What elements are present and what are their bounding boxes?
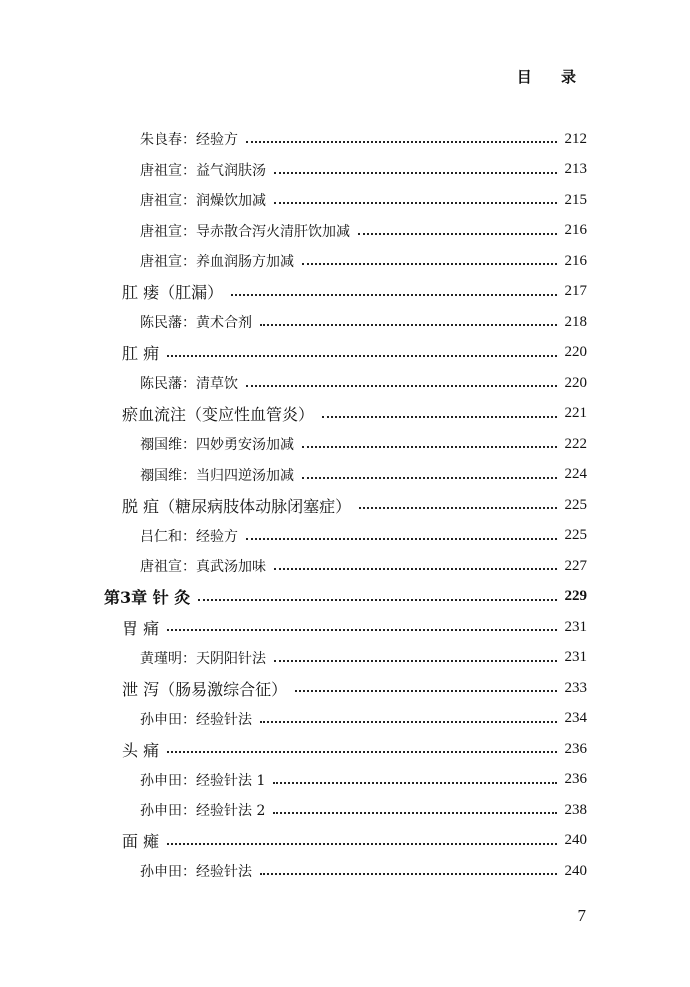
toc-entry-label: 瘀血流注（变应性血管炎） xyxy=(122,405,315,424)
toc-entry-page: 216 xyxy=(564,252,587,269)
page-number: 7 xyxy=(577,906,586,925)
toc-entry-page: 240 xyxy=(564,862,587,879)
dot-leader xyxy=(246,538,557,540)
toc-entry[interactable] xyxy=(140,521,587,551)
dot-leader xyxy=(274,568,557,570)
dot-leader xyxy=(260,721,557,723)
toc-entry-page: 229 xyxy=(564,588,587,604)
toc-entry-label: 陈民藩：黄术合剂 xyxy=(140,315,252,331)
toc-entry-label: 唐祖宣：养血润肠方加减 xyxy=(140,254,294,270)
toc-chapter-entry[interactable] xyxy=(104,582,587,612)
toc-entry-page: 222 xyxy=(564,435,587,452)
dot-leader xyxy=(302,477,557,479)
toc-entry-label: 肛 瘘（肛漏） xyxy=(122,283,224,302)
toc-entry-label: 陈民藩：清草饮 xyxy=(140,376,238,392)
toc-entry-label: 第3章 针 灸 xyxy=(104,588,191,607)
toc-entry[interactable] xyxy=(140,155,587,185)
toc-entry-label: 孙申田：经验针法 xyxy=(140,711,252,728)
toc-entry-label: 胃 痛 xyxy=(122,618,160,638)
toc-entry[interactable] xyxy=(122,673,587,703)
dot-leader xyxy=(273,812,556,814)
toc-entry[interactable] xyxy=(122,490,587,520)
dot-leader xyxy=(231,294,556,296)
toc-entry[interactable] xyxy=(140,795,587,825)
toc-entry-page: 225 xyxy=(564,496,587,513)
toc-entry[interactable] xyxy=(140,185,587,215)
toc-entry-page: 227 xyxy=(564,557,587,574)
toc-entry-page: 218 xyxy=(564,313,587,330)
toc-entry-label: 吕仁和：经验方 xyxy=(140,528,238,545)
toc-entry-page: 225 xyxy=(564,527,587,543)
dot-leader xyxy=(295,690,556,692)
toc-entry-label: 唐祖宣：益气润肤汤 xyxy=(140,162,266,179)
toc-entry[interactable] xyxy=(140,460,587,490)
dot-leader xyxy=(167,751,556,753)
toc-entry-page: 224 xyxy=(564,466,587,482)
toc-entry[interactable] xyxy=(122,338,587,368)
toc-entry-page: 215 xyxy=(564,191,587,208)
toc-entry[interactable] xyxy=(122,612,587,642)
toc-entry-page: 221 xyxy=(564,405,587,421)
toc-entry-label: 头 痛 xyxy=(122,740,160,760)
toc-entry[interactable] xyxy=(122,826,587,856)
dot-leader xyxy=(246,385,557,387)
toc-entry[interactable] xyxy=(140,704,587,734)
toc-entry-label: 唐祖宣：导赤散合泻火清肝饮加减 xyxy=(140,223,350,240)
toc-entry[interactable] xyxy=(140,643,587,673)
toc-entry-label: 脱 疽（糖尿病肢体动脉闭塞症） xyxy=(122,496,352,516)
dot-leader xyxy=(198,599,556,601)
dot-leader xyxy=(246,141,557,143)
dot-leader xyxy=(274,172,557,174)
toc-entry[interactable] xyxy=(122,277,587,307)
dot-leader xyxy=(302,263,557,265)
toc-entry-label: 孙申田：经验针法 1 xyxy=(140,772,266,789)
running-header-title: 目 录 xyxy=(516,68,588,86)
dot-leader xyxy=(358,233,557,235)
toc-entry-page: 217 xyxy=(564,283,587,299)
toc-entry-page: 236 xyxy=(564,771,587,787)
dot-leader xyxy=(167,843,556,845)
dot-leader xyxy=(167,629,556,631)
toc-entry-label: 禤国维：四妙勇安汤加减 xyxy=(140,437,294,453)
toc-entry[interactable] xyxy=(140,368,587,398)
toc-entry-page: 216 xyxy=(564,222,587,238)
toc-entry-page: 212 xyxy=(564,130,587,147)
dot-leader xyxy=(302,446,557,448)
toc-entry[interactable] xyxy=(140,551,587,581)
toc-entry-label: 朱良春：经验方 xyxy=(140,132,238,148)
toc-entry-label: 泄 泻（肠易激综合征） xyxy=(122,679,288,699)
toc-entry-label: 面 瘫 xyxy=(122,832,160,851)
toc-entry-page: 238 xyxy=(564,801,587,818)
dot-leader xyxy=(167,355,556,357)
toc-entry-page: 231 xyxy=(564,649,587,665)
toc-entry-label: 肛 痈 xyxy=(122,344,160,363)
dot-leader xyxy=(260,873,557,875)
dot-leader xyxy=(274,202,557,204)
toc-entry-page: 240 xyxy=(564,832,587,848)
toc-entry[interactable] xyxy=(140,246,587,276)
toc-entry[interactable] xyxy=(140,856,587,886)
toc-entry[interactable] xyxy=(140,307,587,337)
toc-entry-label: 黄瑾明：天阴阳针法 xyxy=(140,650,266,667)
toc-entry[interactable] xyxy=(140,765,587,795)
toc-entry-page: 213 xyxy=(564,161,587,177)
toc-entry-label: 唐祖宣：润燥饮加减 xyxy=(140,193,266,209)
toc-entry[interactable] xyxy=(140,216,587,246)
toc-entry-page: 231 xyxy=(564,618,587,635)
dot-leader xyxy=(322,416,556,418)
dot-leader xyxy=(359,507,556,509)
toc-entry-page: 234 xyxy=(564,710,587,726)
toc-entry-page: 233 xyxy=(564,679,587,696)
dot-leader xyxy=(260,324,557,326)
toc-entry-page: 220 xyxy=(564,374,587,391)
toc-entry[interactable] xyxy=(140,429,587,459)
toc-entry-label: 禤国维：当归四逆汤加减 xyxy=(140,467,294,484)
toc-entry-page: 236 xyxy=(564,740,587,757)
toc-entry[interactable] xyxy=(122,399,587,429)
toc-entry-page: 220 xyxy=(564,344,587,360)
toc-entry-label: 孙申田：经验针法 2 xyxy=(140,803,266,819)
dot-leader xyxy=(274,660,557,662)
toc-entry[interactable] xyxy=(122,734,587,764)
dot-leader xyxy=(273,782,556,784)
toc-entry-label: 孙申田：经验针法 xyxy=(140,864,252,880)
toc-entry[interactable] xyxy=(140,124,587,154)
toc-entry-label: 唐祖宣：真武汤加味 xyxy=(140,559,266,575)
